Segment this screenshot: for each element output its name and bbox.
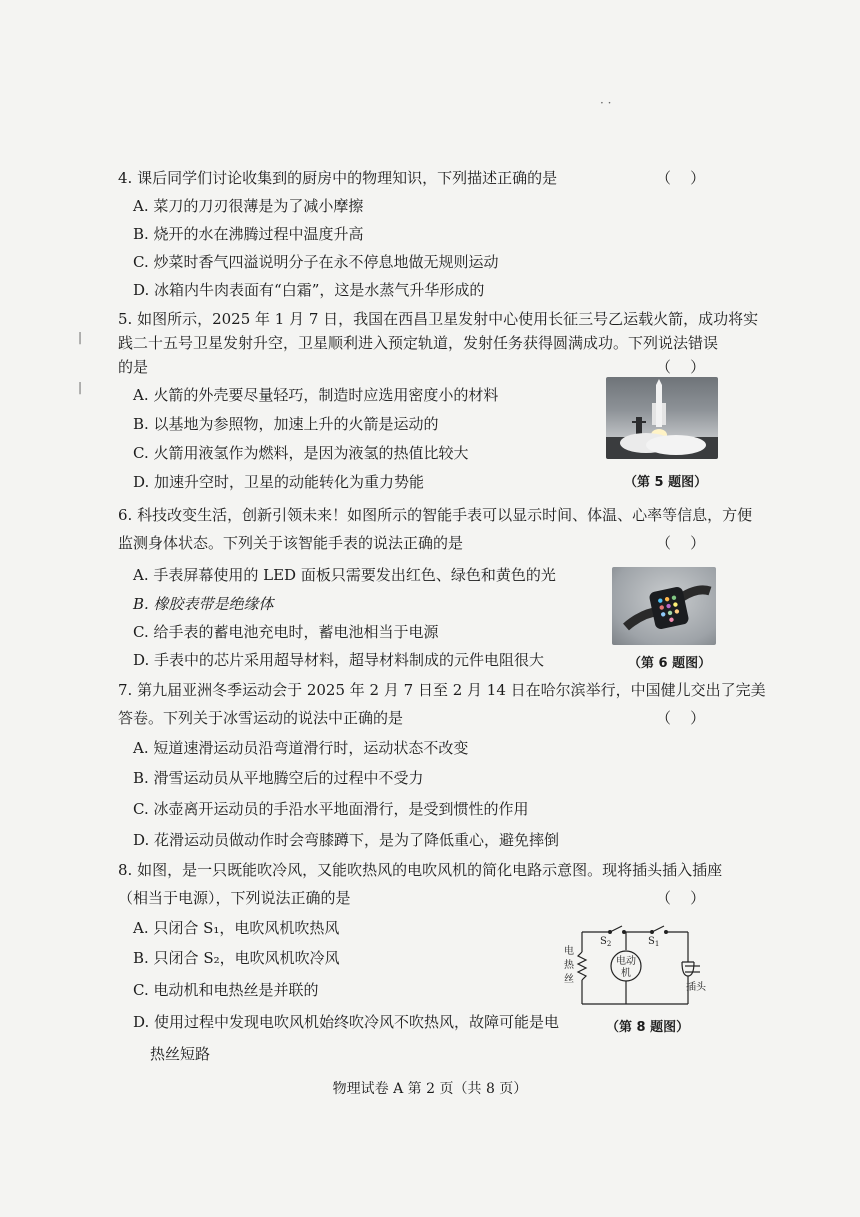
answer-blank: （ ） (656, 358, 706, 376)
question-stem: 8. 如图，是一只既能吹冷风，又能吹热风的电吹风机的简化电路示意图。现将插头插入插座 (118, 861, 723, 879)
option-d: D. 手表中的芯片采用超导材料，超导材料制成的元件电阻很大 (133, 651, 545, 669)
rocket-launch-photo (606, 377, 718, 459)
figure-caption: （第 8 题图） (606, 1020, 690, 1035)
option-c: C. 火箭用液氢作为燃料，是因为液氢的热值比较大 (133, 444, 469, 462)
option-c: C. 炒菜时香气四溢说明分子在永不停息地做无规则运动 (133, 253, 499, 271)
option-a: A. 火箭的外壳要尽量轻巧，制造时应选用密度小的材料 (133, 386, 499, 404)
question-stem: 监测身体状态。下列关于该智能手表的说法正确的是 (118, 534, 464, 552)
question-stem: 4. 课后同学们讨论收集到的厨房中的物理知识，下列描述正确的是 (118, 169, 558, 187)
question-stem: 6. 科技改变生活，创新引领未来！如图所示的智能手表可以显示时间、体温、心率等信息，方便 (118, 506, 753, 524)
hair-dryer-circuit-diagram (560, 922, 720, 1014)
answer-blank: （ ） (656, 534, 706, 552)
scan-speck: | (78, 380, 83, 394)
option-a: A. 短道速滑运动员沿弯道滑行时，运动状态不改变 (133, 739, 469, 757)
question-stem: （相当于电源），下列说法正确的是 (118, 889, 351, 907)
option-b: B. 以基地为参照物，加速上升的火箭是运动的 (133, 415, 439, 433)
option-b: B. 橡胶表带是绝缘体 (133, 595, 274, 613)
option-c: C. 电动机和电热丝是并联的 (133, 981, 319, 999)
switch-s1-label: $S_1$ (648, 936, 660, 948)
option-c: C. 给手表的蓄电池充电时，蓄电池相当于电源 (133, 623, 439, 641)
page-footer: 物理试卷 A 第 2 页（共 8 页） (332, 1081, 528, 1097)
figure-caption: （第 5 题图） (624, 475, 708, 490)
figure-caption: （第 6 题图） (628, 656, 712, 671)
option-b: B. 只闭合 S₂，电吹风机吹冷风 (133, 949, 340, 967)
option-b: B. 滑雪运动员从平地腾空后的过程中不受力 (133, 769, 424, 787)
scan-speck: | (78, 330, 83, 344)
option-d: D. 花滑运动员做动作时会弯膝蹲下，是为了降低重心，避免摔倒 (133, 831, 560, 849)
question-stem: 7. 第九届亚洲冬季运动会于 2025 年 2 月 7 日至 2 月 14 日在哈尔滨举行，中国健儿交出了完美 (118, 681, 766, 699)
option-a: A. 只闭合 S₁，电吹风机吹热风 (133, 919, 340, 937)
option-a: A. 菜刀的刀刃很薄是为了减小摩擦 (133, 197, 364, 215)
motor-label-2: 机 (621, 968, 631, 979)
option-b: B. 烧开的水在沸腾过程中温度升高 (133, 225, 364, 243)
heater-label-1: 电 (564, 946, 574, 957)
question-stem: 的是 (118, 358, 149, 376)
option-d-continued: 热丝短路 (150, 1045, 211, 1063)
question-stem: 5. 如图所示，2025 年 1 月 7 日，我国在西昌卫星发射中心使用长征三号乙运载火箭，成功将实 (118, 310, 759, 328)
option-a: A. 手表屏幕使用的 LED 面板只需要发出红色、绿色和黄色的光 (133, 566, 556, 584)
answer-blank: （ ） (656, 709, 706, 727)
option-d: D. 使用过程中发现电吹风机始终吹冷风不吹热风，故障可能是电 (133, 1013, 560, 1031)
option-d: D. 加速升空时，卫星的动能转化为重力势能 (133, 473, 425, 491)
plug-label: 插头 (686, 982, 706, 993)
question-stem: 答卷。下列关于冰雪运动的说法中正确的是 (118, 709, 404, 727)
question-stem: 践二十五号卫星发射升空，卫星顺利进入预定轨道，发射任务获得圆满成功。下列说法错误 (118, 334, 719, 352)
motor-label-1: 电动 (616, 956, 636, 967)
scan-speck: · · (600, 96, 612, 110)
option-d: D. 冰箱内牛肉表面有“白霜”，这是水蒸气升华形成的 (133, 281, 485, 299)
smartwatch-photo (612, 567, 716, 645)
option-c: C. 冰壶离开运动员的手沿水平地面滑行，是受到惯性的作用 (133, 800, 529, 818)
answer-blank: （ ） (656, 169, 706, 187)
switch-s2-label: $S_2$ (600, 936, 612, 948)
heater-label-2: 热 (564, 960, 574, 971)
heater-label-3: 丝 (564, 974, 574, 985)
answer-blank: （ ） (656, 889, 706, 907)
